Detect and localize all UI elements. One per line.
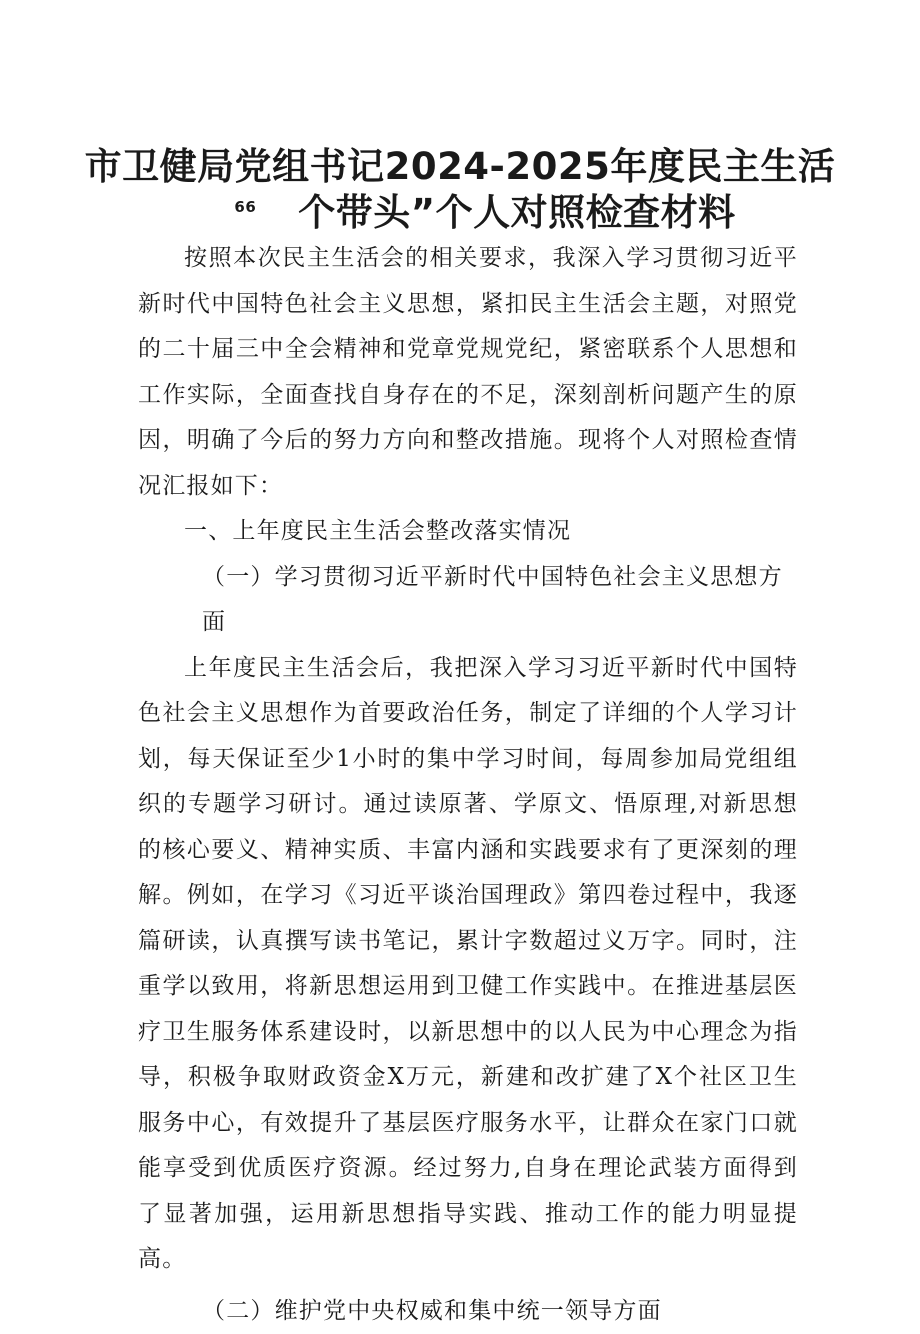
- document-title-line-1: 市卫健局党组书记2024-2025年度民主生活: [0, 144, 920, 190]
- document-body: [138, 236, 798, 1334]
- subsection-1-paragraph: 上年度民主生活会后，我把深入学习习近平新时代中国特色社会主义思想作为首要政治任务，制定了详细的个人学习计划，每天保证至少1小时的集中学习时间，每周参加局党组组织的专题学习研讨。通过读原著、学原文、悟原理,对新思想的核心要义、精神实质、丰富内涵和实践要求有了更深刻的理解。例如，在学习《习近平谈治国理政》第四卷过程中，我逐篇研读，认真撰写读书笔记，累计字数超过义万字。同时，注重学以致用，将新思想运用到卫健工作实践中。在推进基层医疗卫生服务体系建设时，以新思想中的以人民为中心理念为指导，积极争取财政资金X万元，新建和改扩建了X个社区卫生服务中心，有效提升了基层医疗服务水平，让群众在家门口就能享受到优质医疗资源。经过努力,自身在理论武装方面得到了显著加强，运用新思想指导实践、推动工作的能力明显提高。: [138, 646, 798, 1283]
- subsection-heading-2: （二）维护党中央权威和集中统一领导方面: [138, 1289, 798, 1334]
- document-title-line-2: [0, 190, 920, 236]
- title-quote-mark: 66: [234, 198, 256, 216]
- title-line-2-text: 个带头”个人对照检查材料: [298, 191, 735, 234]
- subsection-heading-1: （一）学习贯彻习近平新时代中国特色社会主义思想方面: [138, 555, 798, 646]
- section-heading-1: 一、上年度民主生活会整改落实情况: [138, 509, 798, 555]
- intro-paragraph: 按照本次民主生活会的相关要求，我深入学习贯彻习近平新时代中国特色社会主义思想，紧扣民主生活会主题，对照党的二十届三中全会精神和党章党规党纪，紧密联系个人思想和工作实际，全面查找自身存在的不足，深刻剖析问题产生的原因，明确了今后的努力方向和整改措施。现将个人对照检查情况汇报如下：: [138, 236, 798, 509]
